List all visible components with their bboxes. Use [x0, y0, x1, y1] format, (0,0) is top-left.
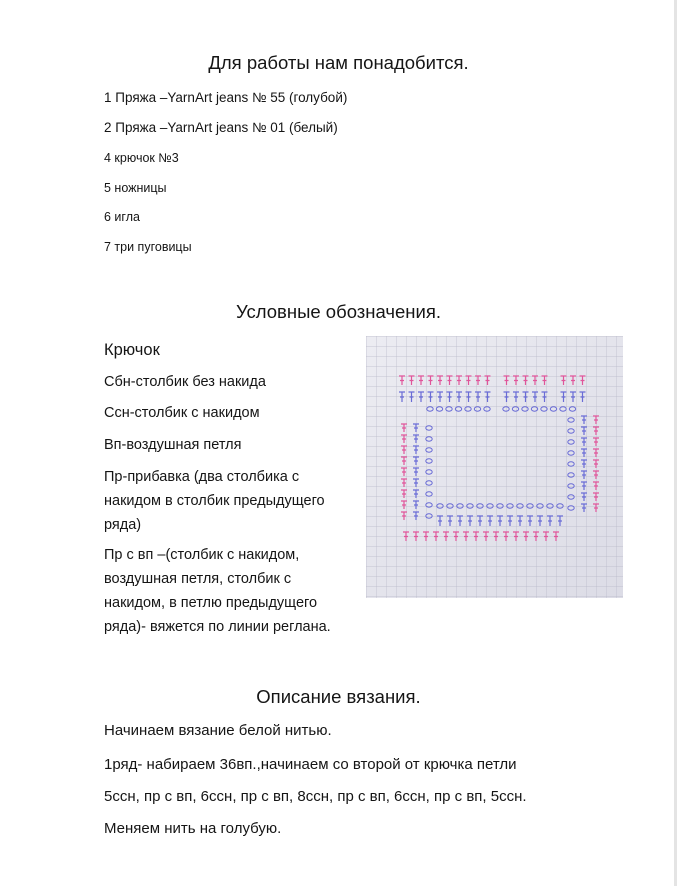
- description-heading: Описание вязания.: [256, 686, 421, 707]
- legend-subtitle: Крючок: [104, 341, 160, 359]
- materials-item: 2 Пряжа –YarnArt jeans № 01 (белый): [104, 120, 338, 135]
- legend-line: воздушная петля, столбик с: [104, 571, 292, 587]
- legend-line: Ссн-столбик с накидом: [104, 405, 260, 421]
- legend-line: ряда)- вяжется по линии реглана.: [104, 619, 331, 635]
- materials-item: 1 Пряжа –YarnArt jeans № 55 (голубой): [104, 90, 348, 105]
- description-line: Начинаем вязание белой нитью.: [104, 722, 332, 739]
- description-line: 5ссн, пр с вп, 6ссн, пр с вп, 8ссн, пр с вп, 6ссн, пр с вп, 5ссн.: [104, 788, 527, 805]
- legend-line: Пр с вп –(столбик с накидом,: [104, 547, 300, 563]
- description-line: 1ряд- набираем 36вп.,начинаем со второй от крючка петли: [104, 756, 517, 773]
- materials-heading: Для работы нам понадобится.: [208, 52, 469, 73]
- legend-line: Вп-воздушная петля: [104, 437, 242, 453]
- legend-line: Пр-прибавка (два столбика с: [104, 469, 300, 485]
- legend-line: ряда): [104, 517, 142, 533]
- legend-line: накидом в столбик предыдущего: [104, 493, 325, 509]
- materials-item: 7 три пуговицы: [104, 240, 192, 254]
- materials-item: 6 игла: [104, 210, 140, 224]
- legend-line: Сбн-столбик без накида: [104, 374, 266, 390]
- materials-item: 5 ножницы: [104, 181, 167, 195]
- legend-line: накидом, в петлю предыдущего: [104, 595, 318, 611]
- legend-heading: Условные обозначения.: [235, 301, 441, 322]
- materials-item: 4 крючок №3: [104, 151, 179, 165]
- crochet-chart-photo: [366, 336, 623, 598]
- description-line: Меняем нить на голубую.: [104, 820, 282, 837]
